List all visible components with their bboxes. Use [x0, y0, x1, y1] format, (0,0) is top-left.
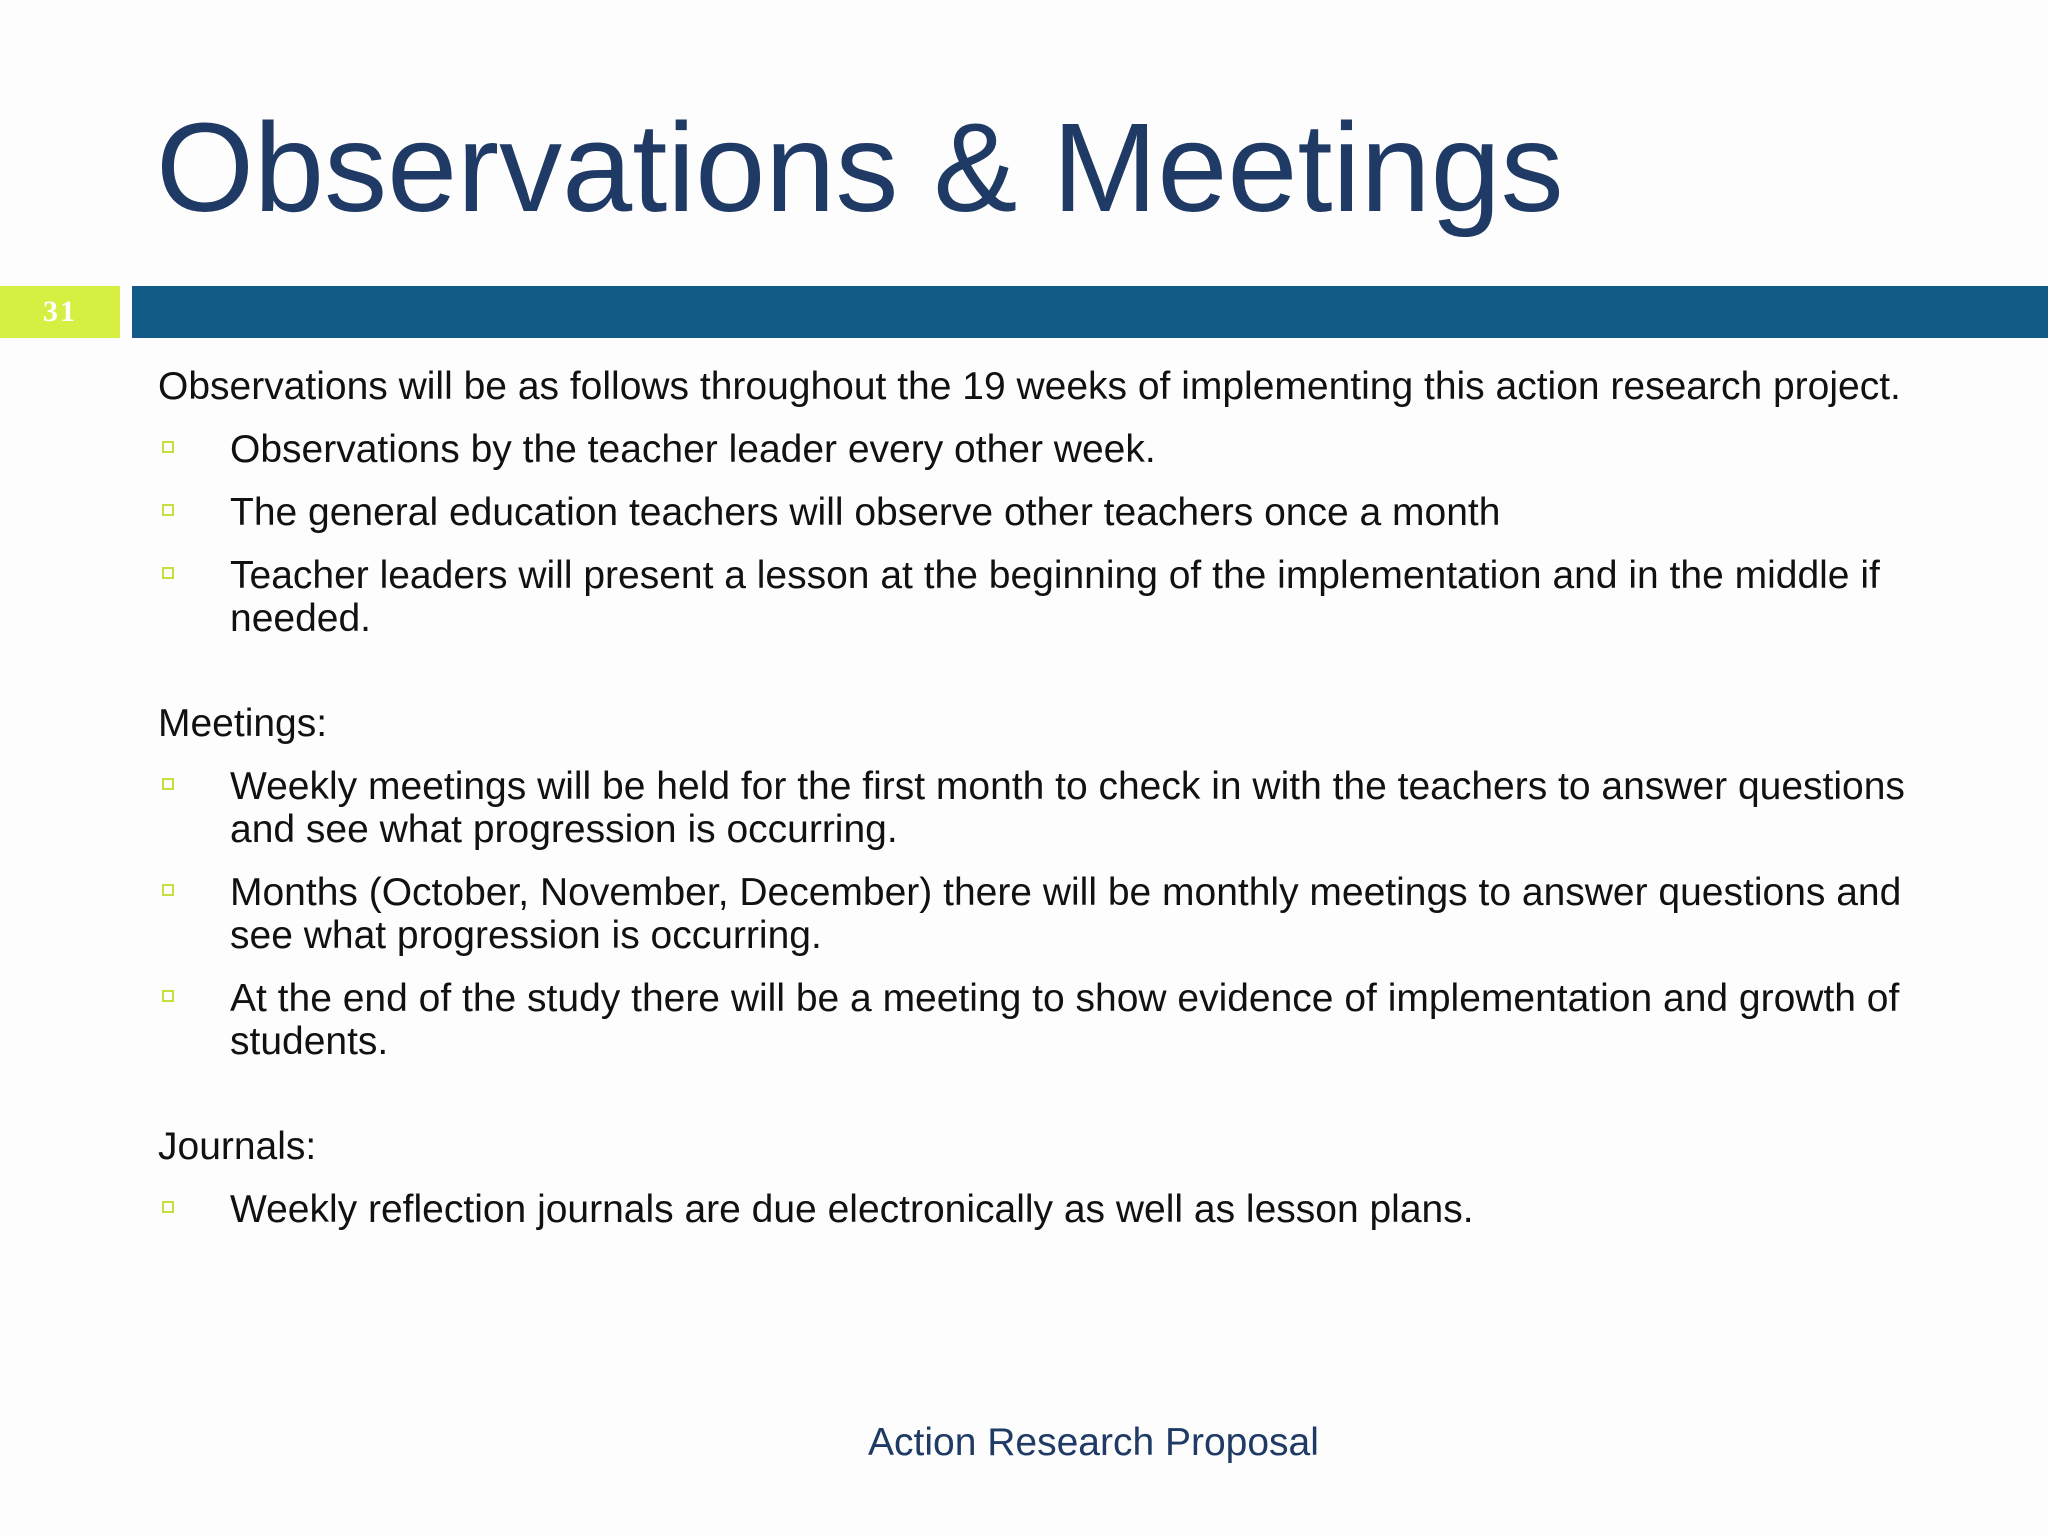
bullet-text: Weekly reflection journals are due electronically as well as lesson plans. [230, 1188, 1474, 1231]
journals-list [158, 1188, 1958, 1231]
square-bullet-icon [162, 504, 174, 516]
list-item [158, 491, 1958, 534]
slide-body [158, 365, 1958, 1231]
bullet-text: The general education teachers will observe other teachers once a month [230, 491, 1501, 534]
title-divider-bar [132, 286, 2048, 338]
bullet-text: Months (October, November, December) there will be monthly meetings to answer questions and see what progression is occurring. [230, 871, 1902, 957]
square-bullet-icon [162, 567, 174, 579]
list-item [158, 428, 1958, 471]
journals-heading: Journals: [158, 1125, 317, 1168]
bullet-text: Teacher leaders will present a lesson at the beginning of the implementation and in the middle if needed. [230, 554, 1880, 640]
slide-number-badge [0, 286, 120, 338]
bullet-text: Observations by the teacher leader every other week. [230, 428, 1156, 471]
list-item [158, 554, 1958, 640]
slide-footer: Action Research Proposal [868, 1421, 1319, 1464]
list-item [158, 977, 1958, 1063]
slide-number: 31 [43, 295, 77, 328]
meetings-list [158, 765, 1958, 1063]
observations-intro: Observations will be as follows throughout the 19 weeks of implementing this action research project. [158, 365, 1901, 408]
meetings-heading: Meetings: [158, 702, 328, 745]
square-bullet-icon [162, 990, 174, 1002]
bullet-text: At the end of the study there will be a meeting to show evidence of implementation and growth of students. [230, 977, 1900, 1063]
spacer [158, 1063, 1958, 1125]
square-bullet-icon [162, 441, 174, 453]
square-bullet-icon [162, 1201, 174, 1213]
square-bullet-icon [162, 884, 174, 896]
observations-list [158, 428, 1958, 640]
square-bullet-icon [162, 778, 174, 790]
list-item [158, 1188, 1958, 1231]
spacer [158, 640, 1958, 702]
bullet-text: Weekly meetings will be held for the first month to check in with the teachers to answer questions and see what progression is occurring. [230, 765, 1905, 851]
list-item [158, 765, 1958, 851]
slide-title: Observations & Meetings [156, 97, 1564, 238]
list-item [158, 871, 1958, 957]
